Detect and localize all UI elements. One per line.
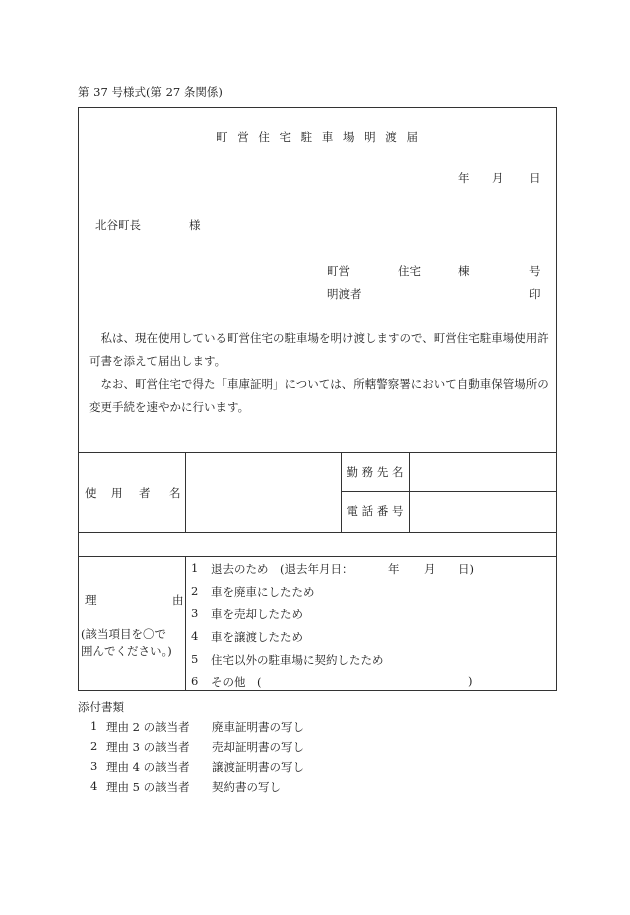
applicant-label: 明渡者	[327, 287, 362, 301]
reason-item-3-number: 3	[191, 606, 199, 620]
attachment-document: 廃車証明書の写し	[212, 720, 304, 734]
reason-item-1-number: 1	[191, 561, 199, 575]
reason-item-4-number: 4	[191, 629, 199, 643]
attachment-document: 売却証明書の写し	[212, 740, 304, 754]
reason-item-6-close-paren: )	[468, 674, 473, 688]
reason-label-left: 理	[85, 593, 97, 607]
reason-item-1-year: 年	[388, 562, 400, 576]
attachment-document: 契約書の写し	[212, 780, 281, 794]
date-year-label: 年	[458, 171, 470, 185]
attachments-heading: 添付書類	[78, 700, 124, 714]
reason-item-3-text: 車を売却したため	[211, 607, 303, 621]
workplace-label: 勤 務 先 名	[346, 465, 404, 479]
reason-item-6-number: 6	[191, 674, 199, 688]
applicant-building-label: 棟	[458, 264, 470, 278]
form-title: 町 営 住 宅 駐 車 場 明 渡 届	[216, 130, 421, 144]
user-label-char-3: 者	[139, 486, 151, 500]
reason-item-1-text: 退去のため (退去年月日：	[211, 562, 354, 576]
user-label-char-2: 用	[111, 486, 123, 500]
applicant-room-label: 号	[529, 264, 541, 278]
reason-label-divider	[185, 556, 186, 690]
recipient-name: 北谷町長	[95, 218, 141, 232]
reason-item-4-text: 車を譲渡したため	[211, 630, 303, 644]
date-month-label: 月	[492, 171, 504, 185]
reason-note-line-2: 囲んでください。)	[81, 644, 172, 658]
seal-mark: 印	[529, 287, 541, 301]
attachment-applicable-to: 理由 4 の該当者	[106, 760, 190, 774]
attachment-applicable-to: 理由 2 の該当者	[106, 720, 190, 734]
attachment-document: 譲渡証明書の写し	[212, 760, 304, 774]
recipient-honorific: 様	[189, 218, 201, 232]
attachment-number: 3	[90, 759, 98, 773]
reason-item-1-day: 日)	[458, 562, 474, 576]
reason-item-2-text: 車を廃車にしたため	[211, 585, 315, 599]
body-paragraph-1: 私は、現在使用している町営住宅の駐車場を明け渡しますので、町営住宅駐車場使用許可書を添えて届出します。	[89, 331, 549, 368]
user-label-divider	[185, 452, 186, 532]
reason-item-1-month: 月	[424, 562, 436, 576]
form-number-label: 第 37 号様式(第 27 条関係)	[78, 85, 223, 99]
reason-item-2-number: 2	[191, 584, 199, 598]
reason-note-line-1: (該当項目を〇で	[81, 627, 166, 641]
body-paragraph-2: なお、町営住宅で得た「車庫証明」については、所轄警察署において自動車保管場所の変更手続を速やかに行います。	[89, 377, 549, 414]
reason-label-right: 由	[172, 593, 184, 607]
user-contact-row-divider	[341, 491, 556, 492]
reason-item-5-text: 住宅以外の駐車場に契約したため	[211, 653, 384, 667]
section-divider-reason	[79, 556, 556, 557]
attachment-number: 1	[90, 719, 98, 733]
attachment-applicable-to: 理由 5 の該当者	[106, 780, 190, 794]
form-frame	[78, 107, 557, 691]
applicant-housing-label: 住宅	[398, 264, 421, 278]
date-day-label: 日	[529, 171, 541, 185]
section-divider-blank-top	[79, 532, 556, 533]
user-label-char-1: 使	[85, 486, 97, 500]
attachment-number: 2	[90, 739, 98, 753]
reason-item-5-number: 5	[191, 652, 199, 666]
user-label-char-4: 名	[169, 486, 181, 500]
applicant-town-label: 町営	[327, 264, 350, 278]
phone-label: 電 話 番 号	[346, 504, 404, 518]
section-divider-user	[79, 452, 556, 453]
user-contact-divider	[409, 452, 410, 532]
reason-item-6-text: その他 (	[211, 675, 262, 689]
attachment-applicable-to: 理由 3 の該当者	[106, 740, 190, 754]
attachment-number: 4	[90, 779, 98, 793]
